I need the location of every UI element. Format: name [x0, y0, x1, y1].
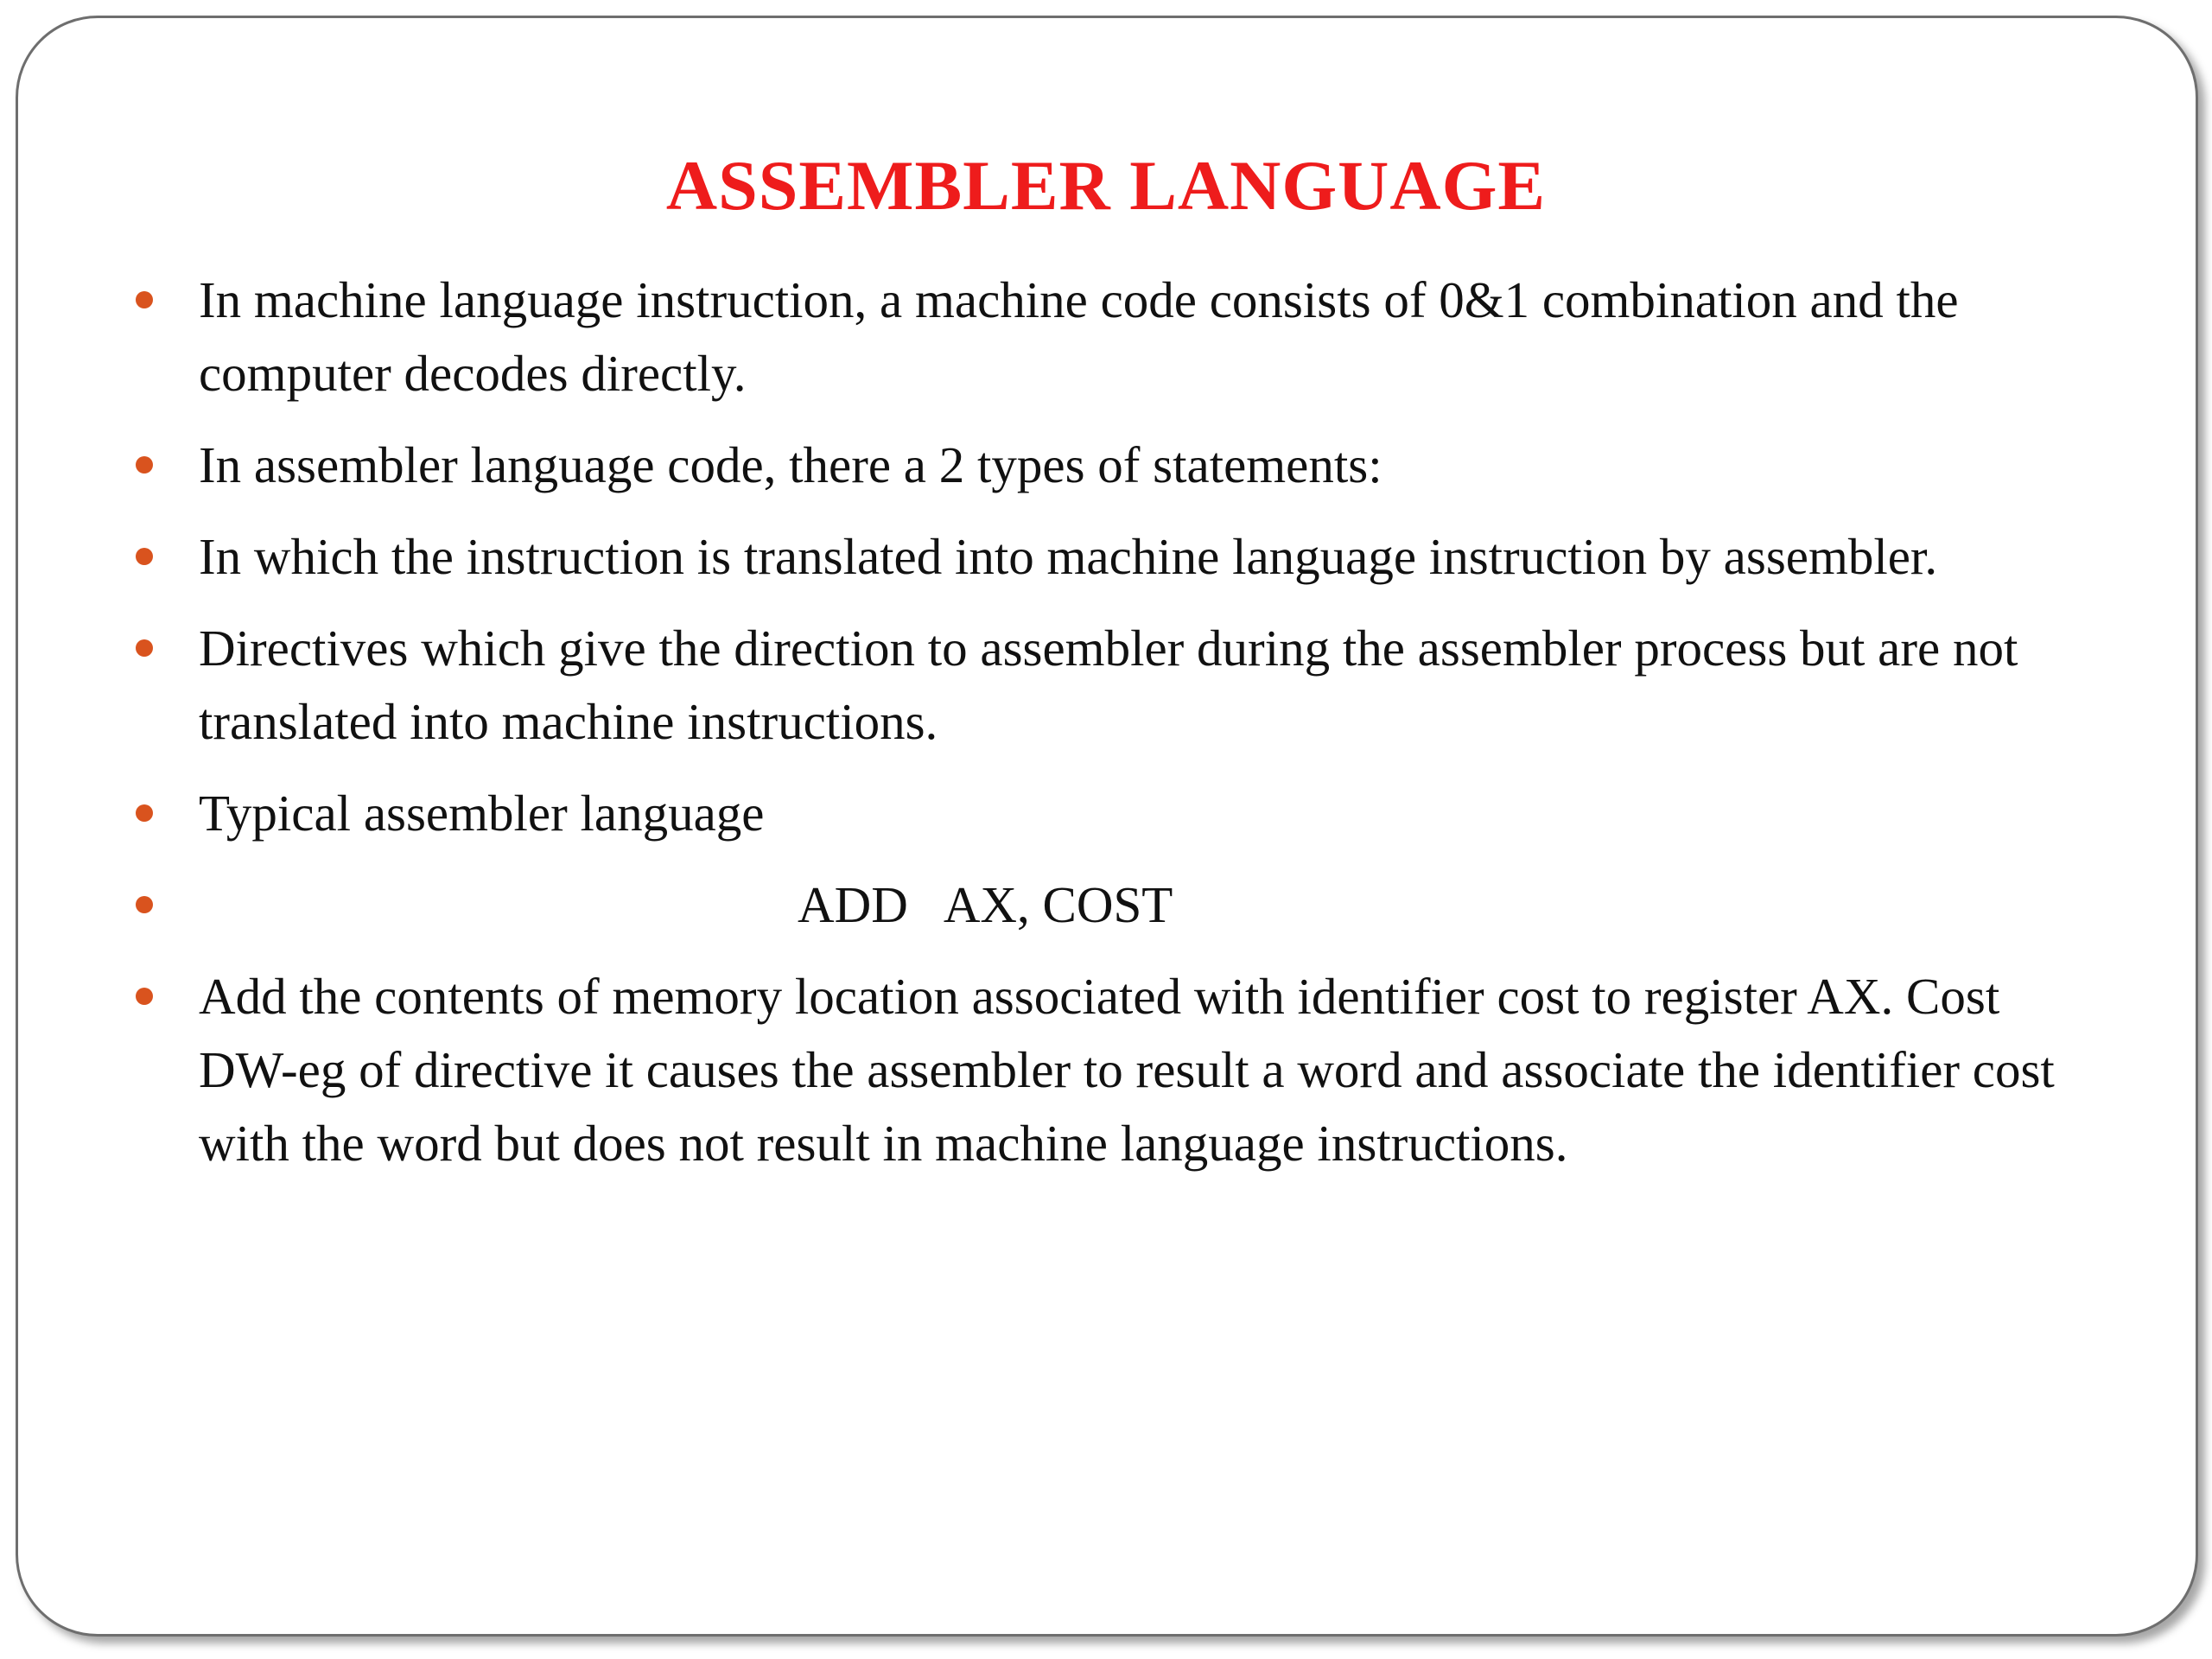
bullet-text: Typical assembler language: [199, 785, 765, 842]
bullet-dot-icon: [136, 291, 153, 308]
bullet-dot-icon: [136, 896, 153, 913]
bullet-dot-icon: [136, 639, 153, 657]
bullet-dot-icon: [136, 988, 153, 1005]
bullet-item-code-example: [199, 868, 2082, 942]
bullet-dot-icon: [136, 804, 153, 822]
bullet-text: In which the instruction is translated into machine language instruction by assembler.: [199, 528, 1938, 585]
code-example-text: ADD AX, COST: [798, 876, 1173, 933]
bullet-text: In machine language instruction, a machine code consists of 0&1 combination and the computer decodes directly.: [199, 271, 1959, 402]
bullet-item-machine-language: [199, 264, 2082, 410]
bullet-list: [199, 264, 2082, 1198]
bullet-item-statement-types: [199, 429, 2082, 502]
bullet-dot-icon: [136, 456, 153, 474]
bullet-text: Directives which give the direction to assembler during the assembler process but are not translated into machine instructions.: [199, 620, 2018, 750]
bullet-item-typical-language: [199, 777, 2082, 850]
slide-title: ASSEMBLER LANGUAGE: [665, 146, 1547, 225]
bullet-text: In assembler language code, there a 2 types of statements:: [199, 436, 1382, 493]
bullet-item-directives: [199, 612, 2082, 759]
bullet-dot-icon: [136, 548, 153, 565]
bullet-item-instruction-translation: [199, 520, 2082, 594]
bullet-item-add-explanation: [199, 960, 2082, 1180]
bullet-text: Add the contents of memory location associated with identifier cost to register AX. Cost DW-eg of directive it causes the assembler to result a word and associate the identifier cost with the word but does not result in machine language instructions.: [199, 968, 2055, 1172]
